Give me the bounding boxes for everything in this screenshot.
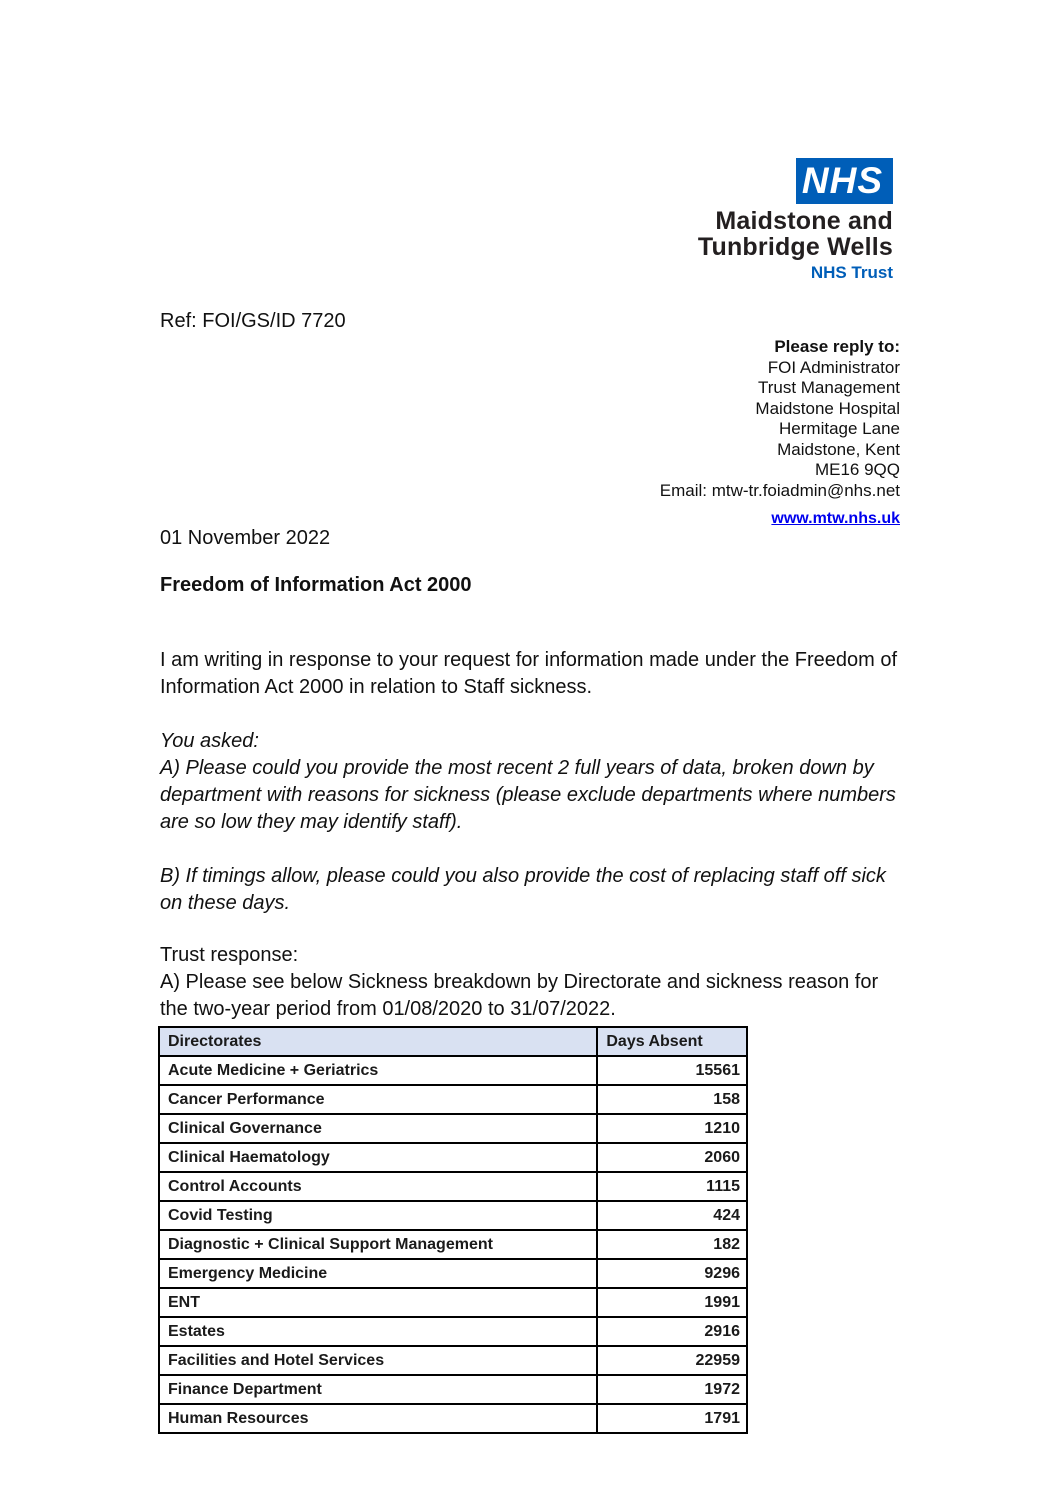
directorate-cell: Finance Department: [159, 1375, 597, 1404]
org-name-line1: Maidstone and: [715, 207, 893, 235]
directorate-cell: Human Resources: [159, 1404, 597, 1433]
date-line: 01 November 2022: [160, 527, 331, 549]
intro-paragraph: I am writing in response to your request for information made under the Freedom of Information Act 2000 in relation to Staff sickness.: [160, 649, 898, 698]
table-row: [159, 1172, 747, 1201]
letter-body: [160, 572, 908, 1434]
reply-to-email-line: Email: mtw-tr.foiadmin@nhs.net: [659, 480, 900, 500]
reply-to-line: Maidstone, Kent: [777, 439, 900, 459]
directorate-cell: ENT: [159, 1288, 597, 1317]
reference-line: Ref: FOI/GS/ID 7720: [160, 310, 346, 332]
question-b-paragraph: B) If timings allow, please could you also provide the cost of replacing staff off sick on these days.: [160, 865, 886, 914]
nhs-logo-icon: NHS: [796, 158, 893, 204]
days-absent-cell: 22959: [597, 1346, 747, 1375]
website-link[interactable]: www.mtw.nhs.uk: [771, 510, 900, 527]
directorate-cell: Cancer Performance: [159, 1085, 597, 1114]
directorate-cell: Facilities and Hotel Services: [159, 1346, 597, 1375]
days-absent-cell: 424: [597, 1201, 747, 1230]
sickness-table-body: [159, 1056, 747, 1433]
directorate-cell: Emergency Medicine: [159, 1259, 597, 1288]
table-row: [159, 1056, 747, 1085]
reply-to-line: Maidstone Hospital: [755, 398, 900, 418]
trust-name: NHS Trust: [810, 263, 893, 282]
reply-to-line: FOI Administrator: [767, 357, 900, 377]
table-row: [159, 1201, 747, 1230]
table-row: [159, 1288, 747, 1317]
table-row: [159, 1317, 747, 1346]
directorate-cell: Covid Testing: [159, 1201, 597, 1230]
table-row: [159, 1375, 747, 1404]
days-absent-cell: 1972: [597, 1375, 747, 1404]
reply-to-line: Hermitage Lane: [779, 419, 900, 438]
directorate-cell: Acute Medicine + Geriatrics: [159, 1056, 597, 1085]
days-absent-cell: 1991: [597, 1288, 747, 1317]
days-absent-cell: 2060: [597, 1143, 747, 1172]
days-absent-cell: 182: [597, 1230, 747, 1259]
days-absent-cell: 15561: [597, 1056, 747, 1085]
reply-to-heading: Please reply to:: [774, 337, 900, 356]
question-a-paragraph: A) Please could you provide the most recent 2 full years of data, broken down by department with reasons for sickness (please exclude departments where numbers are so low they may identify staff).: [160, 757, 896, 833]
sickness-table: [158, 1026, 748, 1434]
subject-heading: Freedom of Information Act 2000: [160, 574, 472, 596]
table-row: [159, 1085, 747, 1114]
reply-to-line: ME16 9QQ: [814, 460, 900, 479]
trust-response-label: Trust response:: [160, 944, 299, 966]
org-name-line2: Tunbridge Wells: [697, 233, 893, 261]
table-header-row: [159, 1027, 747, 1056]
days-absent-cell: 158: [597, 1085, 747, 1114]
directorate-cell: Estates: [159, 1317, 597, 1346]
table-row: [159, 1114, 747, 1143]
table-row: [159, 1404, 747, 1433]
reply-to-line: Trust Management: [757, 378, 900, 397]
response-a-paragraph: A) Please see below Sickness breakdown by Directorate and sickness reason for the two-year period from 01/08/2020 to 31/07/2022.: [160, 971, 879, 1020]
days-absent-cell: 1791: [597, 1404, 747, 1433]
directorate-cell: Diagnostic + Clinical Support Management: [159, 1230, 597, 1259]
table-row: [159, 1346, 747, 1375]
header-directorates: Directorates: [159, 1027, 597, 1056]
days-absent-cell: 9296: [597, 1259, 747, 1288]
reply-to-block: [660, 337, 900, 530]
table-row: [159, 1230, 747, 1259]
nhs-logo: [698, 158, 893, 283]
table-row: [159, 1259, 747, 1288]
directorate-cell: Clinical Haematology: [159, 1143, 597, 1172]
header-days-absent: Days Absent: [597, 1027, 747, 1056]
days-absent-cell: 1115: [597, 1172, 747, 1201]
directorate-cell: Clinical Governance: [159, 1114, 597, 1143]
days-absent-cell: 2916: [597, 1317, 747, 1346]
directorate-cell: Control Accounts: [159, 1172, 597, 1201]
you-asked-label: You asked:: [160, 730, 259, 752]
days-absent-cell: 1210: [597, 1114, 747, 1143]
table-row: [159, 1143, 747, 1172]
